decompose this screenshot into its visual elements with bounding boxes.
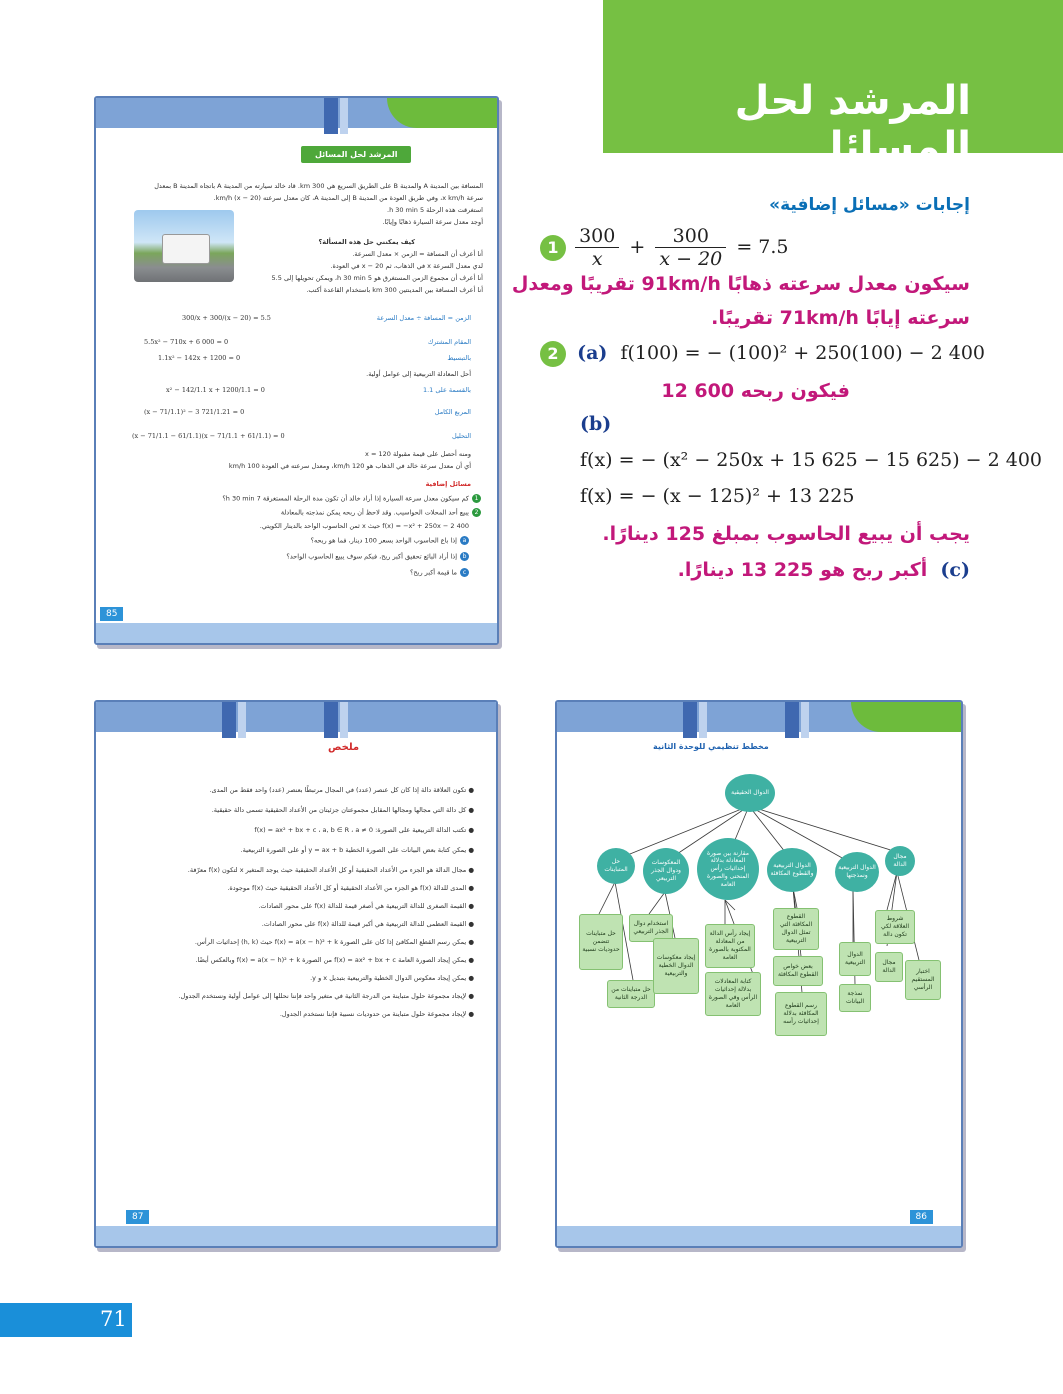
concept-leaf: اختبار المستقيم الرأسي xyxy=(905,960,941,1000)
step-equation: (x − 71/1.1)² − 3 721/1.21 = 0 xyxy=(144,408,245,416)
bullet-dot: ● xyxy=(466,974,474,982)
summary-text: لإيجاد مجموعة حلول متباينة من حدوديات نسبية فإننا نستخدم الجدول. xyxy=(279,1010,467,1018)
summary-item xyxy=(310,974,474,982)
page-86-title: مخطط تنظيمي للوحدة الثانية xyxy=(653,742,769,751)
concept-root: الدوال الحقيقية xyxy=(725,774,775,812)
summary-text: القيمة الصغرى للدالة التربيعية هي أصغر قيمة للدالة f(x) على محور الصادات. xyxy=(258,902,467,910)
concept-leaf: مجال الدالة xyxy=(875,952,903,982)
summary-text: تكتب الدالة التربيعية على الصورة: f(x) = ax² + bx + c ، a, b ∈ R ، a ≠ 0 xyxy=(254,826,467,834)
page-number: 71 xyxy=(100,1307,127,1331)
extra-item-text: يبيع أحد المحلات الحواسيب. وقد لاحظ أن ربحه يمكن نمذجته بالمعادلة xyxy=(280,508,469,517)
banner-title: المرشد لحل المسائل xyxy=(734,78,971,170)
page-number: 87 xyxy=(126,1210,149,1224)
problem-line: المسافة بين المدينة A والمدينة B على الطريق السريع هي 300 km. قاد خالد سيارته من المدينة A باتجاه المدينة B بمعدل xyxy=(154,182,483,190)
concept-leaf: شروط العلاقة لكي تكون دالة xyxy=(875,910,915,944)
item-number: 2 xyxy=(472,508,481,517)
bullet-dot: ● xyxy=(466,786,474,794)
step-label: المربع الكامل xyxy=(434,408,471,416)
concept-branch: مجال الدالة xyxy=(885,846,915,876)
page-ribbon xyxy=(387,98,497,128)
numerator: 300 xyxy=(655,225,726,248)
equation: f(x) = − (x − 125)² + 13 225 xyxy=(580,485,855,507)
extra-item xyxy=(410,568,469,577)
concept-leaf: الدوال التربيعية xyxy=(839,942,871,976)
how-title: كيف يمكنني حل هذه المسألة؟ xyxy=(318,238,415,246)
how-line: أنا أعرف أن مجموع الزمن المستغرق هو 5 h 30 min، ويمكن تحويلها إلى 5.5 xyxy=(271,274,483,282)
answer-2b-text: يجب أن يبيع الحاسوب بمبلغ 125 دينارًا. xyxy=(602,523,970,545)
problem-line: استغرقت هذه الرحلة 5 h 30 min. xyxy=(387,206,483,214)
problem-line: سرعة x km/h، وفي طريق العودة من المدينة B إلى المدينة A، كان معدل سرعته (x − 20) km/h. xyxy=(213,194,483,202)
summary-item xyxy=(227,884,474,892)
item-letter: a xyxy=(460,536,469,545)
part-label: (c) xyxy=(940,559,970,581)
page-85-title: المرشد لحل المسائل xyxy=(301,146,411,163)
extra-item-text: إذا باع الحاسوب الواحد بسعر 100 دينار، فما هو ربحه؟ xyxy=(310,536,457,545)
step-label: بالتبسيط xyxy=(447,354,471,362)
bullet-dot: ● xyxy=(466,920,474,928)
summary-item xyxy=(262,920,474,928)
concept-branch: الدوال التربيعية ونمذجتها xyxy=(835,852,879,892)
extra-item xyxy=(281,508,481,517)
page-tab xyxy=(324,98,338,134)
summary-item xyxy=(188,866,474,874)
answer-1-text: سرعته إيابًا 71km/h تقريبًا. xyxy=(711,307,970,329)
equation: f(x) = − (x² − 250x + 15 625 − 15 625) − 2 400 xyxy=(580,449,1043,471)
bullet-dot: ● xyxy=(466,806,474,814)
concept-leaf: نمذجة البيانات xyxy=(839,984,871,1012)
denominator: x − 20 xyxy=(659,248,723,270)
page-87-title: ملخص xyxy=(328,742,360,753)
concept-leaf: رسم القطوع المكافئة بدلالة إحداثيات رأسه xyxy=(775,992,827,1036)
summary-item xyxy=(258,902,474,910)
step-label: التحليل xyxy=(452,432,471,440)
how-line: أنا أعرف المسافة بين المدينتين 300 km باستخدام القاعدة أكتب. xyxy=(306,286,483,294)
van-shape xyxy=(162,234,210,264)
summary-text: يمكن رسم القطع المكافئ إذا كان على الصورة f(x) = a(x − h)² + k حيث (h, k) إحداثيات الرأس. xyxy=(194,938,467,946)
bullet-dot: ● xyxy=(466,1010,474,1018)
result-line: ومنه أحصل على قيمة مقبولة x = 120 xyxy=(365,450,471,458)
answer-1-equation xyxy=(540,225,789,270)
step-label: المقام المشترك xyxy=(427,338,471,346)
concept-branch: حل المتباينات xyxy=(597,848,635,884)
page-tab-light xyxy=(340,702,348,738)
answer-2a-text: فيكون ربحه 600 12 xyxy=(661,380,850,402)
page-tab xyxy=(222,702,236,738)
page-footer xyxy=(0,1303,132,1337)
page-footer-bar xyxy=(96,1226,496,1246)
bullet-dot: ● xyxy=(466,846,474,854)
page-number: 86 xyxy=(910,1210,933,1224)
equation-rhs: = 7.5 xyxy=(736,235,789,258)
page-footer-bar xyxy=(557,1226,961,1246)
answer-1-text: سيكون معدل سرعته ذهابًا 91km/h تقريبًا ومعدل xyxy=(511,273,970,295)
concept-leaf: حل متباينات من الدرجة الثانية xyxy=(607,980,655,1008)
summary-item xyxy=(212,806,474,814)
bullet-dot: ● xyxy=(466,902,474,910)
summary-text: يمكن إيجاد معكوس الدوال الخطية والتربيعية بتبديل x و y. xyxy=(310,974,467,982)
van-photo xyxy=(134,210,234,282)
summary-item xyxy=(254,826,474,834)
extra-item xyxy=(286,552,469,561)
part-label: (a) xyxy=(577,342,608,364)
summary-item xyxy=(209,786,474,794)
summary-text: يمكن إيجاد الصورة العامة f(x) = ax² + bx + c من الصورة f(x) = a(x − h)² + k وبالعكس أيضًا. xyxy=(195,956,467,964)
result-line: أي أن معدل سرعة خالد في الذهاب هو 120 km/h، ومعدل سرعته في العودة 100 km/h xyxy=(228,462,471,470)
concept-leaf: بعض خواص القطوع المكافئة xyxy=(773,956,823,986)
answer-2a xyxy=(540,341,985,367)
fraction xyxy=(655,225,726,270)
denominator: x xyxy=(591,248,603,270)
bullet-dot: ● xyxy=(466,866,474,874)
summary-item xyxy=(280,1010,474,1018)
step-equation: (x − 71/1.1 − 61/1.1)(x − 71/1.1 + 61/1.1) = 0 xyxy=(132,432,285,440)
item-number: 1 xyxy=(472,494,481,503)
concept-leaf: القطوع المكافئة التي تمثل الدوال التربيعية xyxy=(773,908,819,950)
concept-leaf: إيجاد رأس الدالة من المعادلة المكتوبة بالصورة العامة xyxy=(705,924,755,968)
summary-text: يمكن كتابة بعض البيانات على الصورة الخطية y = ax + b أو على الصورة التربيعية. xyxy=(240,846,467,854)
concept-branch: الدوال التربيعية والقطوع المكافئة xyxy=(767,848,817,892)
step-label: الزمن = المسافة ÷ معدل السرعة xyxy=(376,314,471,322)
bullet-dot: ● xyxy=(466,884,474,892)
how-line: أنا أعرف أن المسافة = الزمن × معدل السرعة. xyxy=(352,250,483,258)
concept-leaf: استخدام دوال الجذر التربيعي xyxy=(629,914,673,942)
step-equation: x² − 142/1.1 x + 1200/1.1 = 0 xyxy=(166,386,265,394)
numerator: 300 xyxy=(575,225,619,248)
page-tab-light xyxy=(340,98,348,134)
summary-text: تكون العلاقة دالة إذا كان كل عنصر (عدد) في المجال مرتبطًا بعنصر (عدد) واحد فقط من المدى. xyxy=(209,786,467,794)
extra-item-text: كم سيكون معدل سرعة السيارة إذا أراد خالد أن تكون مدة الرحلة المستغرقة 7 h 30 min؟ xyxy=(222,494,469,503)
answer-number: 2 xyxy=(540,341,566,367)
summary-text: كل دالة التي مجالها ومجالها المقابل مجموعتان جزئيتان من الأعداد الحقيقية تسمى دالة حقيقية. xyxy=(211,806,467,814)
part-label: (b) xyxy=(580,413,612,435)
summary-text: لإيجاد مجموعة حلول متباينة من الدرجة الثانية في متغير واحد فإننا نحللها إلى عوامل أولية ونستخدم الجدول. xyxy=(178,992,467,1000)
page-tab-light xyxy=(238,702,246,738)
summary-item xyxy=(241,846,474,854)
fraction xyxy=(575,225,619,270)
page-86-thumbnail xyxy=(555,700,963,1248)
extra-item-text: إذا أراد البائع تحقيق أكبر ربح، فبكم سوف يبيع الحاسوب الواحد؟ xyxy=(286,552,457,561)
concept-branch: مقارنة بين صورة المعادلة بدلالة إحداثيات رأس المنحنى والصورة العامة xyxy=(697,838,759,900)
chapter-banner xyxy=(603,0,1063,170)
step-equation: 300/x + 300/(x − 20) = 5.5 xyxy=(182,314,271,322)
summary-text: مجال الدالة هو الجزء من الأعداد الحقيقية أو كل الأعداد الحقيقية حيث يوجد المتغير x لتكون f(x) معرّفة. xyxy=(187,866,467,874)
extra-item xyxy=(311,536,469,545)
answer-number: 1 xyxy=(540,235,566,261)
step-equation: 5.5x² − 710x + 6 000 = 0 xyxy=(144,338,229,346)
item-letter: b xyxy=(460,552,469,561)
extra-item xyxy=(260,522,469,530)
bullet-dot: ● xyxy=(466,938,474,946)
concept-leaf: إيجاد معكوسات الدوال الخطية والتربيعية xyxy=(653,938,699,994)
step-label: بالقسمة على 1.1 xyxy=(422,386,471,394)
page-footer-bar xyxy=(96,623,497,643)
concept-branch: المعكوسات ودوال الجذر التربيعي xyxy=(643,848,689,894)
summary-item xyxy=(195,956,474,964)
extra-problems-title: مسائل إضافية xyxy=(425,480,471,488)
extra-item xyxy=(222,494,481,503)
page-tab xyxy=(324,702,338,738)
bullet-dot: ● xyxy=(466,992,474,1000)
problem-line: أوجد معدل سرعة السيارة ذهابًا وإيابًا. xyxy=(382,218,483,226)
step-equation: 1.1x² − 142x + 1200 = 0 xyxy=(158,354,241,362)
summary-text: القيمة العظمى للدالة التربيعية هي أكبر قيمة للدالة f(x) على محور الصادات. xyxy=(261,920,467,928)
bullet-dot: ● xyxy=(466,826,474,834)
page-85-thumbnail xyxy=(94,96,499,645)
summary-item xyxy=(195,938,474,946)
summary-text: المدى للدالة f(x) هو الجزء من الأعداد الحقيقية أو كل الأعداد الحقيقية حيث f(x) موجودة. xyxy=(227,884,467,892)
bullet-dot: ● xyxy=(466,956,474,964)
solve-note: أحل المعادلة التربيعية إلى عوامل أولية. xyxy=(366,370,471,378)
answers-heading: إجابات «مسائل إضافية» xyxy=(769,195,970,215)
summary-item xyxy=(178,992,474,1000)
how-line: لدي معدل السرعة x في الذهاب، ثم x − 20 في العودة. xyxy=(330,262,483,270)
equation: f(100) = − (100)² + 250(100) − 2 400 xyxy=(620,342,986,364)
extra-item-text: f(x) = −x² + 250x − 2 400 حيث x ثمن الحاسوب الواحد بالدينار الكويتي. xyxy=(259,522,469,530)
extra-item-text: ما قيمة أكبر ربح؟ xyxy=(409,568,457,577)
page-header-bar xyxy=(96,702,496,732)
concept-leaf: كتابة المعادلات بدلالة إحداثيات الرأس وفي الصورة العامة xyxy=(705,972,761,1016)
answer-2c-text: أكبر ربح هو 225 13 دينارًا. xyxy=(677,559,928,581)
page-87-thumbnail xyxy=(94,700,498,1248)
equation: $\frac{300}{x}$ + $\frac{300}{x - 20}$ = 7.5 xyxy=(571,236,788,258)
page-number: 85 xyxy=(100,607,123,621)
item-letter: c xyxy=(460,568,469,577)
concept-leaf: حل متباينات تتضمن حدوديات نسبية xyxy=(579,914,623,970)
answer-2c xyxy=(678,559,970,581)
